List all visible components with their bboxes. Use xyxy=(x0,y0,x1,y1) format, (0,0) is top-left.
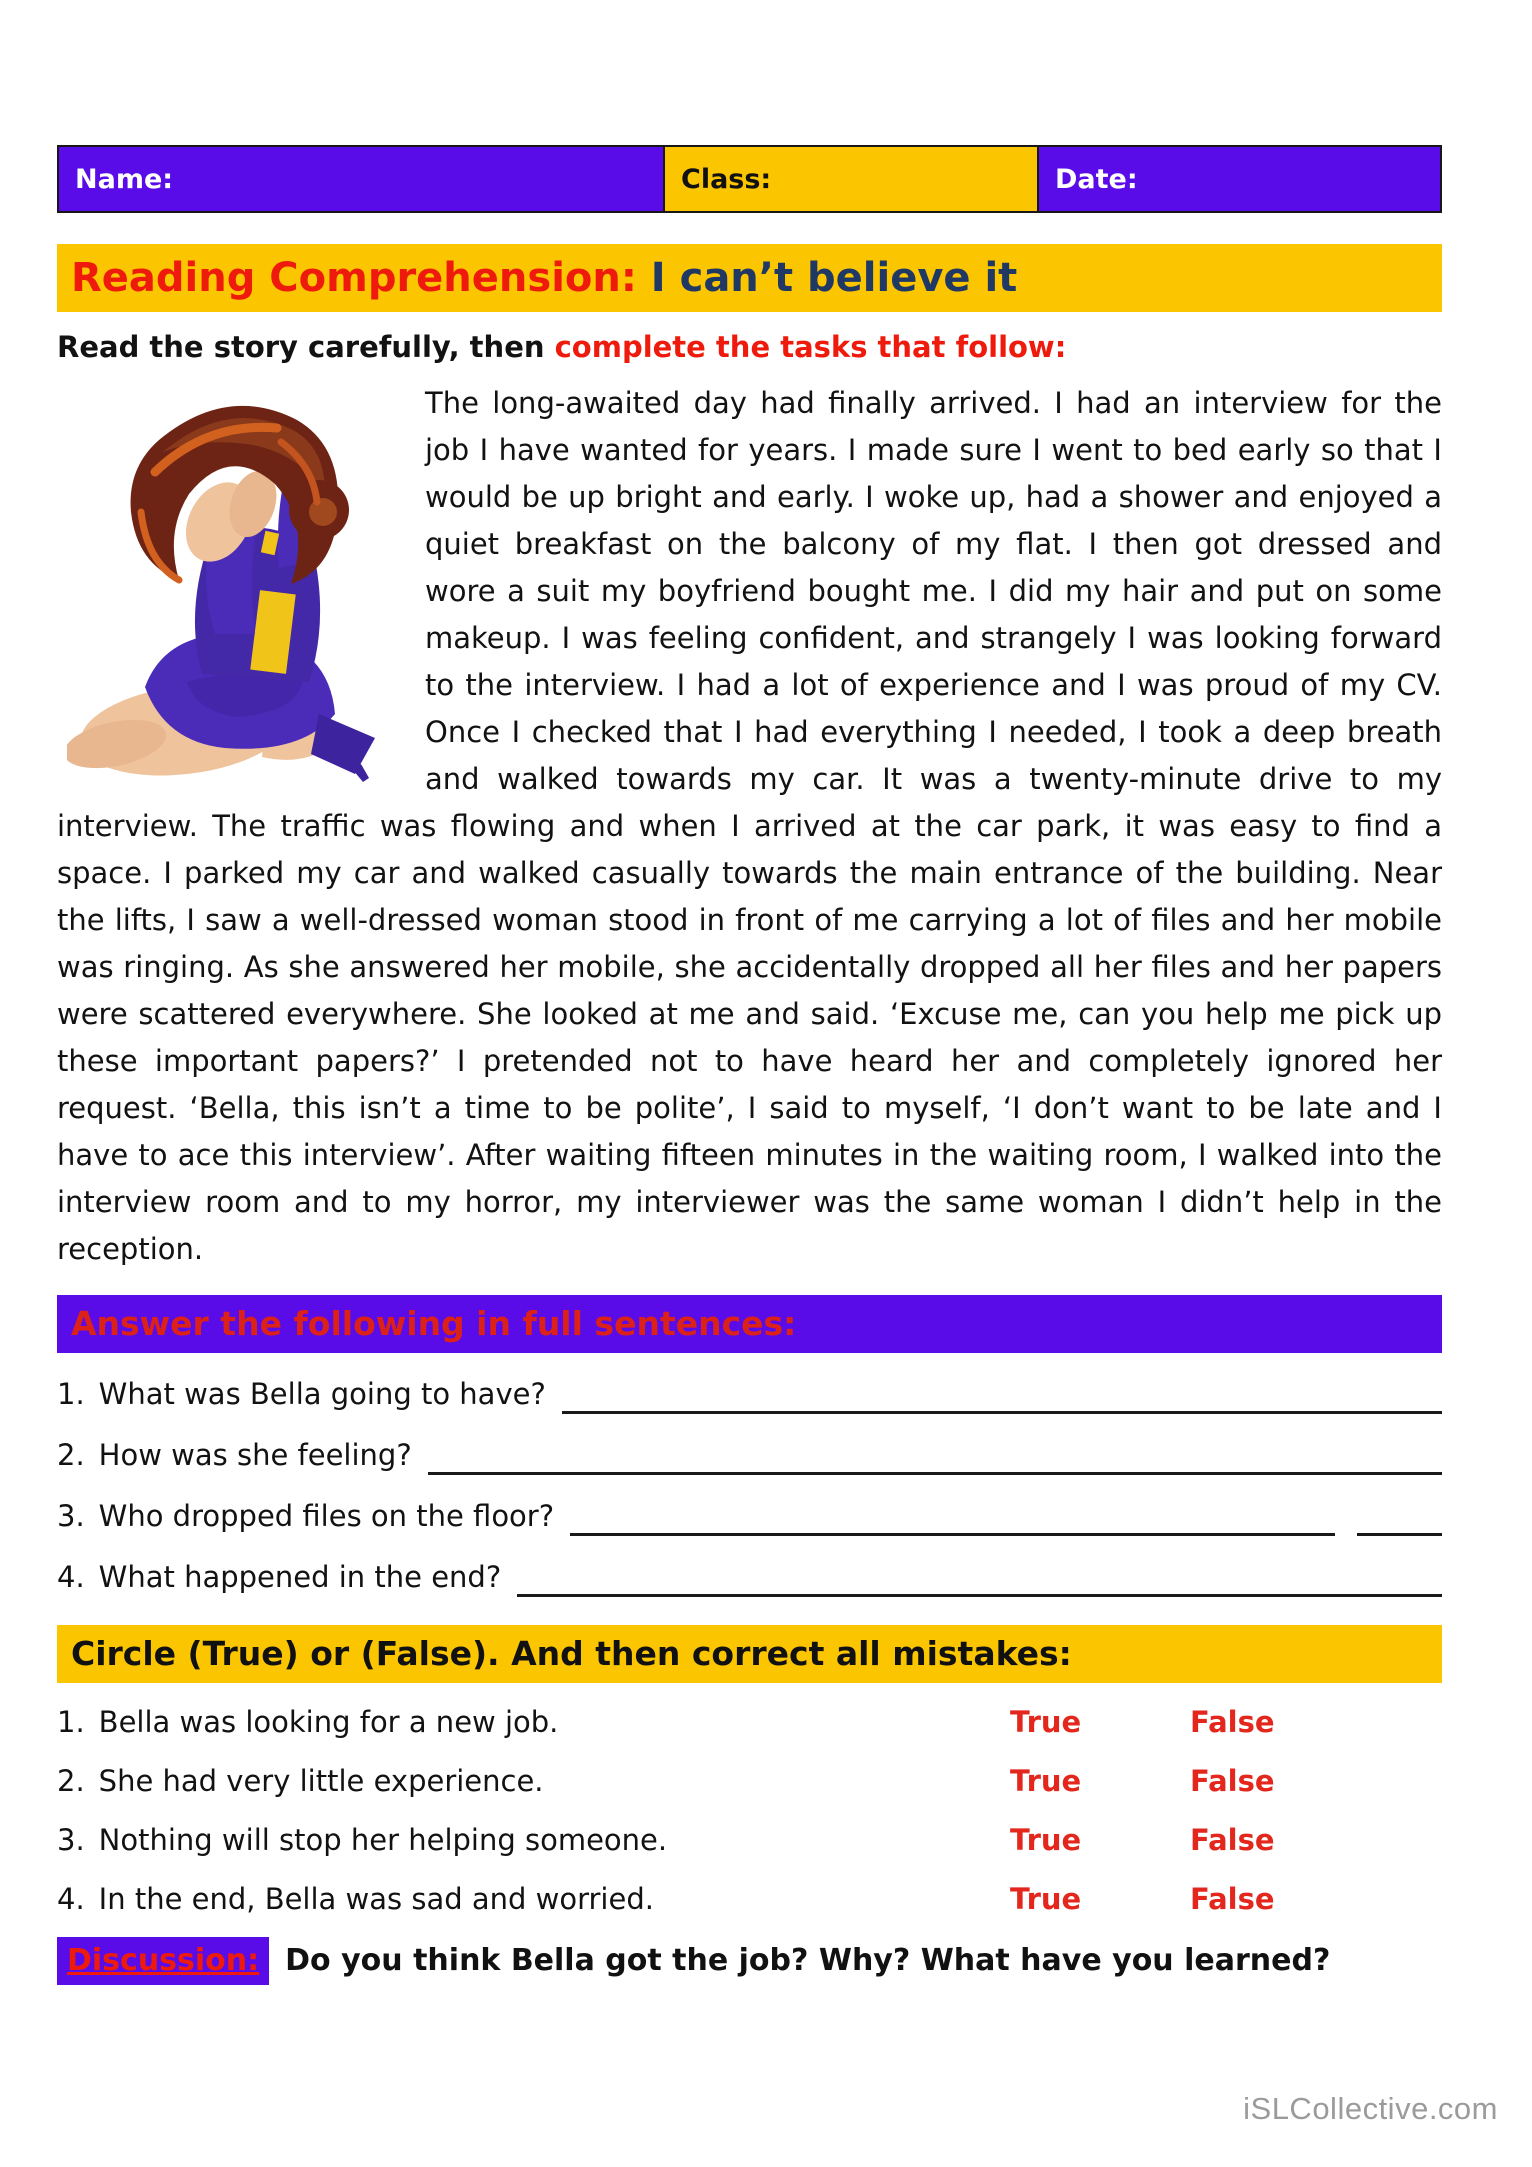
answer-line-short[interactable] xyxy=(1357,1500,1442,1536)
statement-text: Bella was looking for a new job. xyxy=(98,1705,559,1739)
statement-text: Nothing will stop her helping someone. xyxy=(98,1823,668,1857)
truefalse-row-4 xyxy=(57,1879,1442,1919)
true-option[interactable]: True xyxy=(1010,1705,1082,1739)
story-text: The long-awaited day had finally arrived. I had an interview for the job I have wanted for years. I made sure I went to bed early so that I would be up bright and early. I woke up, had a shower and enjoyed a quiet breakfast on the balcony of my flat. I then got dressed and wore a suit my boyfriend bought me. I did my hair and put on some makeup. I was feeling confident, and strangely I was looking forward to the interview. I had a lot of experience and I was proud of my CV. Once I checked that I had everything I needed, I took a deep breath and walked towards my car. It was a twenty-minute drive to my interview. The traffic was flowing and when I arrived at the car park, it was easy to find a space. I parked my car and walked casually towards the main entrance of the building. Near the lifts, I saw a well-dressed woman stood in front of me carrying a lot of files and her mobile was ringing. As she answered her mobile, she accidentally dropped all her files and her papers were scattered everywhere. She looked at me and said. ‘Excuse me, can you help me pick up these important papers?’ I pretended not to have heard her and completely ignored her request. ‘Bella, this isn’t a time to be polite’, I said to myself, ‘I don’t want to be late and I have to ace this interview’. After waiting fifteen minutes in the waiting room, I walked into the interview room and to my horror, my interviewer was the same woman I didn’t help in the reception. xyxy=(57,386,1442,1266)
statement-text: In the end, Bella was sad and worried. xyxy=(98,1882,654,1916)
true-option[interactable]: True xyxy=(1010,1823,1082,1857)
false-option[interactable]: False xyxy=(1190,1823,1275,1857)
discussion-question: Do you think Bella got the job? Why? What have you learned? xyxy=(285,1943,1331,1978)
question-row-4 xyxy=(57,1557,1442,1597)
statement-number: 4. xyxy=(57,1882,85,1916)
date-label: Date: xyxy=(1055,163,1138,195)
story-paragraph xyxy=(57,380,1442,1273)
worksheet-title xyxy=(57,244,1442,312)
question-row-1 xyxy=(57,1374,1442,1414)
question-text: How was she feeling? xyxy=(98,1438,412,1472)
name-label: Name: xyxy=(75,163,174,195)
question-number: 1. xyxy=(57,1377,85,1411)
statement-number: 3. xyxy=(57,1823,85,1857)
answer-line[interactable] xyxy=(517,1561,1442,1597)
statement-number: 2. xyxy=(57,1764,85,1798)
instruction-line xyxy=(57,328,1442,366)
truefalse-row-3 xyxy=(57,1820,1442,1860)
false-option[interactable]: False xyxy=(1190,1882,1275,1916)
question-text: What was Bella going to have? xyxy=(98,1377,546,1411)
false-option[interactable]: False xyxy=(1190,1705,1275,1739)
question-text: What happened in the end? xyxy=(98,1560,502,1594)
true-option[interactable]: True xyxy=(1010,1882,1082,1916)
student-info-header xyxy=(57,145,1442,213)
question-number: 2. xyxy=(57,1438,85,1472)
class-field[interactable] xyxy=(665,147,1039,211)
answer-section-heading: Answer the following in full sentences: xyxy=(57,1295,1442,1353)
crying-woman-image xyxy=(67,382,399,782)
true-option[interactable]: True xyxy=(1010,1764,1082,1798)
title-prefix: Reading Comprehension: xyxy=(71,255,651,301)
statement-text: She had very little experience. xyxy=(98,1764,544,1798)
truefalse-row-1 xyxy=(57,1702,1442,1742)
islcollective-watermark: iSLCollective.com xyxy=(1243,2091,1498,2126)
discussion-row xyxy=(57,1937,1442,1985)
instruction-red: complete the tasks that follow: xyxy=(554,330,1067,364)
question-row-2 xyxy=(57,1435,1442,1475)
answer-line[interactable] xyxy=(562,1378,1442,1414)
false-option[interactable]: False xyxy=(1190,1764,1275,1798)
answer-line[interactable] xyxy=(570,1500,1335,1536)
date-field[interactable] xyxy=(1039,147,1440,211)
question-number: 3. xyxy=(57,1499,85,1533)
statement-number: 1. xyxy=(57,1705,85,1739)
answer-line[interactable] xyxy=(428,1439,1442,1475)
title-subtitle: I can’t believe it xyxy=(650,255,1018,301)
truefalse-section-heading: Circle (True) or (False). And then correct all mistakes: xyxy=(57,1625,1442,1683)
instruction-black: Read the story carefully, then xyxy=(57,330,555,364)
discussion-label: Discussion: xyxy=(57,1937,269,1985)
truefalse-row-2 xyxy=(57,1761,1442,1801)
question-number: 4. xyxy=(57,1560,85,1594)
class-label: Class: xyxy=(681,163,772,195)
question-text: Who dropped files on the floor? xyxy=(98,1499,555,1533)
name-field[interactable] xyxy=(59,147,665,211)
question-row-3 xyxy=(57,1496,1442,1536)
